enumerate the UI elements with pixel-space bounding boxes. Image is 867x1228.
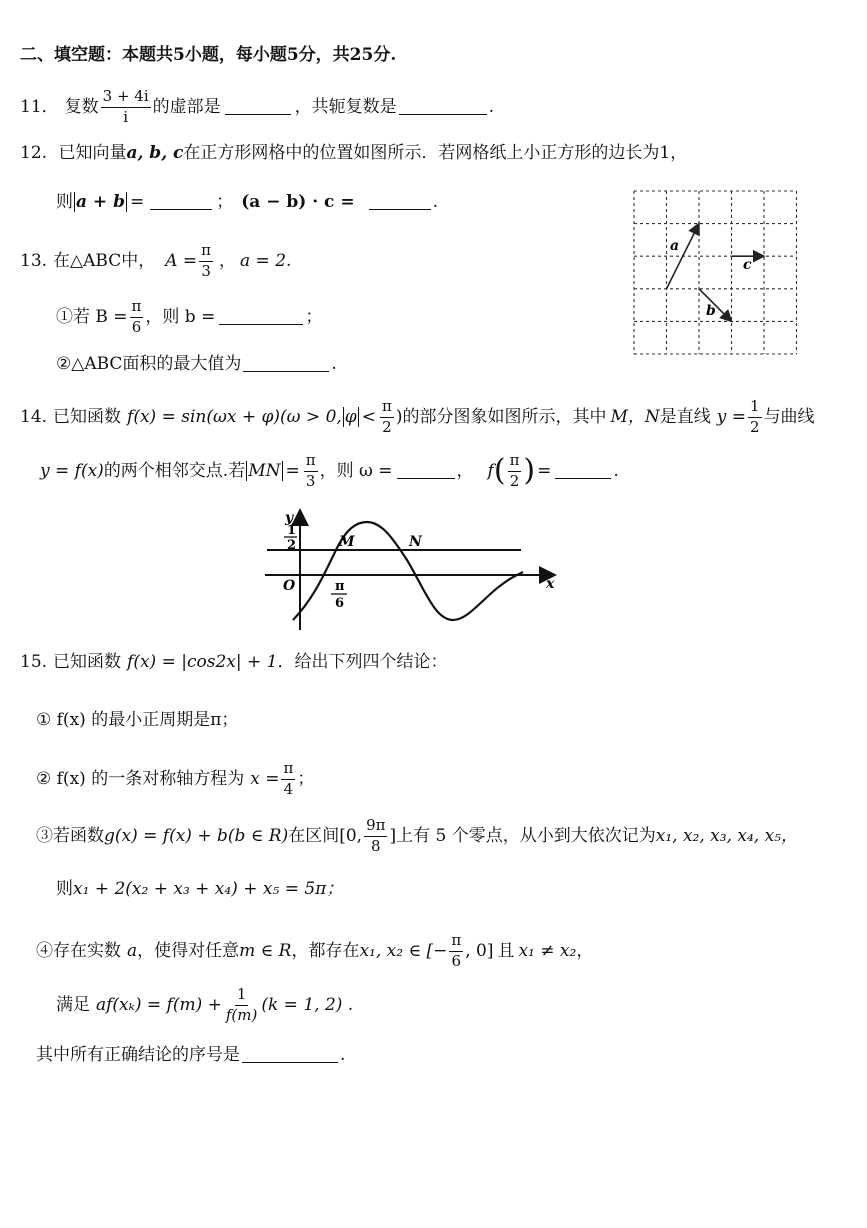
sine-curve xyxy=(293,522,523,620)
abs-bar-right xyxy=(126,192,127,212)
dot-expression: (a − b) · c = xyxy=(241,191,355,212)
c2-lead: ② f(x) 的一条对称轴方程为 xyxy=(36,768,245,789)
c4-x: x₁, x₂ ∈ [− xyxy=(359,940,448,961)
zeros-list: x₁, x₂, x₃, x₄, x₅， xyxy=(655,825,798,846)
answer-blank[interactable] xyxy=(369,195,431,210)
fraction xyxy=(224,986,259,1024)
less-than: < xyxy=(361,406,376,427)
c4-k: (k = 1, 2) . xyxy=(261,994,354,1015)
fraction-numerator: 1 xyxy=(235,986,249,1005)
question-number: 14. xyxy=(20,406,48,427)
c3-lead: ③若函数 xyxy=(36,825,104,846)
answer-blank[interactable] xyxy=(243,357,329,372)
sub1-end: ； xyxy=(305,306,323,327)
answer-blank[interactable] xyxy=(150,195,212,210)
c3-line2-lead: 则 xyxy=(56,879,73,899)
final-text: 其中所有正确结论的序号是 xyxy=(36,1045,240,1065)
section-title: 二、填空题：本题共5小题，每小题5分，共25分. xyxy=(20,45,397,65)
interval-open: [0, xyxy=(339,825,363,846)
fraction-numerator: π xyxy=(304,452,318,471)
half-numerator: 1 xyxy=(287,523,297,538)
question-number: 15. xyxy=(20,652,48,672)
answer-blank[interactable] xyxy=(242,1048,338,1063)
q11-end: . xyxy=(488,96,495,117)
q14-tail3: 与曲线 xyxy=(763,406,815,427)
angle-A: A = xyxy=(165,250,198,271)
comma: ， xyxy=(456,460,474,481)
question-12-line2 xyxy=(56,192,438,212)
c4-line2-expr: af(xₖ) = f(m) + xyxy=(96,994,222,1015)
fraction-numerator: 1 xyxy=(748,398,762,417)
fraction xyxy=(130,298,144,336)
c4-mid2: ，都存在 xyxy=(291,940,360,961)
q14-tail2: 是直线 xyxy=(659,406,711,427)
fraction-numerator: π xyxy=(508,452,522,471)
fraction-denominator: 3 xyxy=(305,471,316,490)
pi-denominator: 6 xyxy=(335,596,345,611)
fraction-numerator: 3 + 4i xyxy=(101,88,151,107)
sub2-end: . xyxy=(331,354,337,374)
interval-close: ] xyxy=(389,825,397,846)
conclusion-3-line2 xyxy=(56,881,343,898)
fraction xyxy=(449,932,463,970)
answer-blank[interactable] xyxy=(397,464,455,479)
conclusion-2 xyxy=(36,757,314,801)
c2-end: ； xyxy=(297,768,315,789)
label-c: c xyxy=(743,257,752,273)
q13-lead: 在△ABC中， xyxy=(53,250,156,271)
fraction-denominator: 2 xyxy=(750,417,760,436)
question-14 xyxy=(20,393,815,441)
fraction-numerator: π xyxy=(130,298,144,317)
points-MN: M，N xyxy=(610,406,660,427)
question-15 xyxy=(20,654,447,671)
question-number: 13. xyxy=(20,250,48,271)
answer-blank[interactable] xyxy=(225,100,291,115)
conclusion-1: ① f(x) 的最小正周期是π； xyxy=(36,710,239,730)
label-a: a xyxy=(670,238,680,254)
question-13-sub1 xyxy=(56,295,322,339)
c4-lead: ④存在实数 xyxy=(36,940,121,961)
c4-end: ， xyxy=(576,940,594,961)
origin-label: O xyxy=(283,578,296,594)
fraction-denominator: 3 xyxy=(201,261,211,280)
pi-numerator: π xyxy=(335,579,345,594)
c4-a: a xyxy=(127,940,138,961)
fraction-denominator: 6 xyxy=(451,951,462,970)
abs-bar-right xyxy=(282,461,283,481)
q15-tail: ．给出下列四个结论： xyxy=(277,652,448,672)
question-14-line2: y = f(x) 的两个相邻交点.若 MN = $\frac{\pi}{3}$ ，则 ω = ， f ( $\frac{\pi}{2}$ ) = . xyxy=(40,451,619,490)
half-denominator: 2 xyxy=(287,538,297,553)
q12-line1-tail: 在正方形网格中的位置如图所示．若网格纸上小正方形的边长为1， xyxy=(183,143,688,163)
c2-x: x = xyxy=(250,768,280,789)
fraction-denominator: f(m) xyxy=(225,1005,258,1024)
sub1-mid: ，则 b = xyxy=(145,306,216,327)
conclusion-3 xyxy=(36,813,798,859)
equals: = xyxy=(285,460,300,481)
q11-lead: 复数 xyxy=(64,96,99,117)
fraction xyxy=(508,452,522,490)
abs-bar-left xyxy=(343,407,344,427)
fraction-denominator: 2 xyxy=(509,471,520,490)
point-N: N xyxy=(409,534,422,550)
q12-line1: 已知向量 xyxy=(58,143,127,163)
phi: φ xyxy=(344,406,357,427)
vector-grid-figure xyxy=(630,188,802,358)
fraction-denominator: 6 xyxy=(131,317,142,336)
function-expression: f(x) = sin(ωx + φ)(ω > 0, xyxy=(127,406,342,427)
grid-lines xyxy=(634,191,797,354)
x-label: x xyxy=(546,576,555,592)
c3-function: g(x) = f(x) + b(b ∈ R) xyxy=(104,825,289,846)
vector-names: a, b, c xyxy=(126,143,184,163)
question-11 xyxy=(20,85,494,129)
final-end: . xyxy=(340,1045,346,1065)
q15-lead: 已知函数 xyxy=(53,652,122,672)
c3-line2-expr: x₁ + 2(x₂ + x₃ + x₄) + x₅ = 5π； xyxy=(73,879,344,899)
equals: = xyxy=(537,460,552,481)
fraction-numerator: π xyxy=(380,398,394,417)
answer-blank[interactable] xyxy=(219,310,303,325)
final-question xyxy=(36,1047,345,1064)
fraction-denominator: 4 xyxy=(283,779,294,798)
fraction-numerator: π xyxy=(199,242,213,261)
f-symbol: f xyxy=(487,460,494,481)
separator: ； xyxy=(216,191,234,212)
q14-line2-text: 的两个相邻交点.若 xyxy=(103,460,246,481)
c3-tail: 上有 5 个零点，从小到大依次记为 xyxy=(396,825,656,846)
q12-line2-lead: 则 xyxy=(56,191,73,212)
fraction xyxy=(304,452,318,490)
line-eq: y = xyxy=(716,406,747,427)
point-M: M xyxy=(339,534,355,550)
sub1-lead: ①若 B = xyxy=(56,306,128,327)
question-13: 13. 在△ABC中， A = $\frac{\pi}{3}$ ， a = 2. xyxy=(20,241,292,280)
abs-bar-left xyxy=(74,192,75,212)
c4-neq: x₁ ≠ x₂ xyxy=(518,940,577,961)
c3-mid: 在区间 xyxy=(288,825,340,846)
abs-bar-right xyxy=(358,407,359,427)
fraction xyxy=(281,760,295,798)
fraction xyxy=(364,817,387,855)
answer-blank[interactable] xyxy=(555,464,611,479)
q12-end: . xyxy=(432,191,438,212)
complex-fraction xyxy=(101,88,151,126)
fraction-numerator: 9π xyxy=(364,817,387,836)
segment-MN: MN xyxy=(248,460,281,481)
abs-expression: a + b xyxy=(76,191,125,212)
c4-mid: ，使得对任意 xyxy=(137,940,240,961)
side-a: a = 2. xyxy=(240,250,292,271)
question-13-sub2 xyxy=(56,356,337,373)
fraction-denominator: 2 xyxy=(382,417,392,436)
y-label: y xyxy=(285,510,294,526)
fraction-denominator: 8 xyxy=(370,836,381,855)
q14-end: . xyxy=(613,460,619,481)
c4-close: , 0] xyxy=(465,940,494,961)
q14-tail: )的部分图象如图所示，其中 xyxy=(395,406,607,427)
q11-tail: ，共轭复数是 xyxy=(294,96,397,117)
sub2-text: ②△ABC面积的最大值为 xyxy=(56,354,242,374)
fraction-denominator: i xyxy=(123,107,129,126)
sine-graph-figure xyxy=(255,502,565,632)
fraction xyxy=(199,242,213,280)
equals: = xyxy=(129,191,145,212)
answer-blank[interactable] xyxy=(399,100,487,115)
fraction xyxy=(748,398,762,436)
conclusion-4-line2 xyxy=(56,981,353,1029)
question-number: 12. xyxy=(20,143,48,163)
label-b: b xyxy=(706,303,716,319)
fraction xyxy=(380,398,394,436)
omega-eq: ，则 ω = xyxy=(319,460,393,481)
question-12 xyxy=(20,145,687,162)
curve-expression: y = f(x) xyxy=(40,460,104,481)
q11-mid: 的虚部是 xyxy=(152,96,221,117)
function-expression: f(x) = |cos2x| + 1 xyxy=(127,652,278,672)
fraction-numerator: π xyxy=(449,932,463,951)
q14-lead: 已知函数 xyxy=(53,406,122,427)
c4-line2-lead: 满足 xyxy=(56,994,90,1015)
fraction-numerator: π xyxy=(281,760,295,779)
c4-m: m ∈ R xyxy=(239,940,292,961)
conclusion-4 xyxy=(36,928,593,974)
question-number: 11． xyxy=(20,96,59,117)
c4-and: 且 xyxy=(497,940,515,961)
